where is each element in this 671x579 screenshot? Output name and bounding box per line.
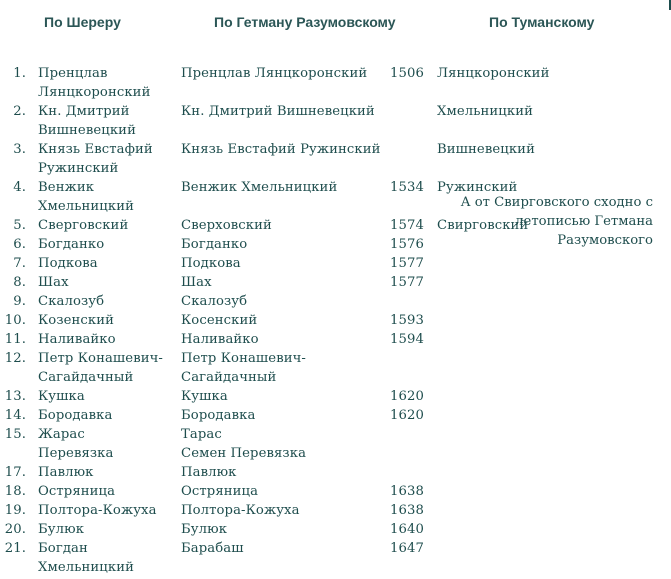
row-number: 5. [13, 218, 26, 233]
cell-year: 1620 [390, 389, 424, 404]
cell-sherer: Остряница [38, 484, 116, 499]
row-number: 3. [13, 142, 26, 157]
row-number: 2. [13, 104, 26, 119]
cell-sherer: Павлюк [38, 465, 94, 480]
cell-tumansky: Лянцкоронский [437, 66, 550, 81]
row-number: 7. [13, 256, 26, 271]
cell-tumansky: Ружинский [437, 180, 518, 195]
cell-razumovsky: Сверховский [181, 218, 272, 233]
cell-sherer: Козенский [38, 313, 115, 328]
cell-sherer: Бородавка [38, 408, 113, 423]
cell-sherer: Сверговский [38, 218, 129, 233]
cell-sherer: Булюк [38, 522, 85, 537]
cell-razumovsky: Тарас Семен Перевязка [181, 427, 307, 461]
cell-sherer: Кн. Дмитрий Вишневецкий [38, 104, 136, 138]
cell-year: 1576 [390, 237, 424, 252]
header-sherer: По Шереру [44, 14, 121, 30]
cell-year: 1534 [390, 180, 424, 195]
cell-sherer: Кушка [38, 389, 85, 404]
table-row [0, 330, 671, 349]
table-row [0, 311, 671, 330]
table-row [0, 520, 671, 539]
cell-sherer: Венжик Хмельницкий [38, 180, 134, 214]
cell-sherer: Князь Евстафий Ружинский [38, 142, 153, 176]
cell-sherer: Пренцлав Лянцкоронский [38, 66, 151, 100]
cell-razumovsky: Косенский [181, 313, 258, 328]
table-row [0, 273, 671, 292]
cell-razumovsky: Булюк [181, 522, 228, 537]
cell-razumovsky: Богданко [181, 237, 248, 252]
table-row [0, 406, 671, 425]
row-number: 20. [4, 522, 26, 537]
table-row [0, 425, 671, 463]
row-number: 11. [4, 332, 26, 347]
cell-razumovsky: Скалозуб [181, 294, 248, 309]
row-number: 4. [13, 180, 26, 195]
cell-sherer: Полтора-Кожуха [38, 503, 157, 518]
row-number: 19. [4, 503, 26, 518]
cell-razumovsky: Подкова [181, 256, 241, 271]
cell-sherer: Жарас Перевязка [38, 427, 114, 461]
row-number: 13. [4, 389, 26, 404]
cell-year: 1647 [390, 541, 424, 556]
cell-razumovsky: Кн. Дмитрий Вишневецкий [181, 104, 375, 119]
row-number: 6. [13, 237, 26, 252]
table-row [0, 463, 671, 482]
table-row [0, 501, 671, 520]
cell-razumovsky: Шах [181, 275, 212, 290]
cell-tumansky: Свирговский [437, 218, 529, 233]
cell-sherer: Скалозуб [38, 294, 105, 309]
row-number: 1. [13, 66, 26, 81]
cell-razumovsky: Пренцлав Лянцкоронский [181, 66, 368, 81]
cell-year: 1593 [390, 313, 424, 328]
cell-year: 1594 [390, 332, 424, 347]
cell-razumovsky: Князь Евстафий Ружинский [181, 142, 381, 157]
cell-razumovsky: Барабаш [181, 541, 244, 556]
table-row [0, 254, 671, 273]
cell-year: 1577 [390, 275, 424, 290]
row-number: 12. [4, 351, 26, 366]
cell-year: 1506 [390, 66, 424, 81]
cell-tumansky: Вишневецкий [437, 142, 535, 157]
cell-razumovsky: Петр Конашевич- Сагайдачный [181, 351, 306, 385]
table-row [0, 349, 671, 387]
row-number: 8. [13, 275, 26, 290]
cell-razumovsky: Павлюк [181, 465, 237, 480]
row-number: 18. [4, 484, 26, 499]
cell-year: 1574 [390, 218, 424, 233]
cell-year: 1577 [390, 256, 424, 271]
header-tumansky: По Туманскому [489, 14, 595, 30]
table-row [0, 140, 671, 178]
cell-sherer: Наливайко [38, 332, 116, 347]
cell-razumovsky: Полтора-Кожуха [181, 503, 300, 518]
table-row [0, 102, 671, 140]
cell-razumovsky: Наливайко [181, 332, 259, 347]
header-razumovsky: По Гетману Разумовскому [214, 14, 396, 30]
table-row [0, 539, 671, 577]
cell-sherer: Подкова [38, 256, 98, 271]
table-row [0, 64, 671, 102]
cell-razumovsky: Венжик Хмельницкий [181, 180, 338, 195]
cell-year: 1638 [390, 503, 424, 518]
cell-year: 1640 [390, 522, 424, 537]
table-row [0, 482, 671, 501]
table-row [0, 292, 671, 311]
cell-razumovsky: Остряница [181, 484, 259, 499]
tumansky-note: А от Свирговского сходно с летописью Гетмана Разумовского [460, 195, 653, 248]
cell-razumovsky: Бородавка [181, 408, 256, 423]
cell-razumovsky: Кушка [181, 389, 228, 404]
cell-year: 1638 [390, 484, 424, 499]
row-number: 15. [4, 427, 26, 442]
cell-sherer: Петр Конашевич- Сагайдачный [38, 351, 163, 385]
row-number: 10. [4, 313, 26, 328]
hetman-list [0, 64, 671, 577]
table-row [0, 387, 671, 406]
row-number: 14. [4, 408, 26, 423]
row-number: 17. [4, 465, 26, 480]
cell-tumansky: Хмельницкий [437, 104, 533, 119]
cell-sherer: Шах [38, 275, 69, 290]
cell-sherer: Богдан Хмельницкий [38, 541, 134, 575]
cell-year: 1620 [390, 408, 424, 423]
row-number: 9. [13, 294, 26, 309]
cell-sherer: Богданко [38, 237, 105, 252]
row-number: 21. [4, 541, 26, 556]
